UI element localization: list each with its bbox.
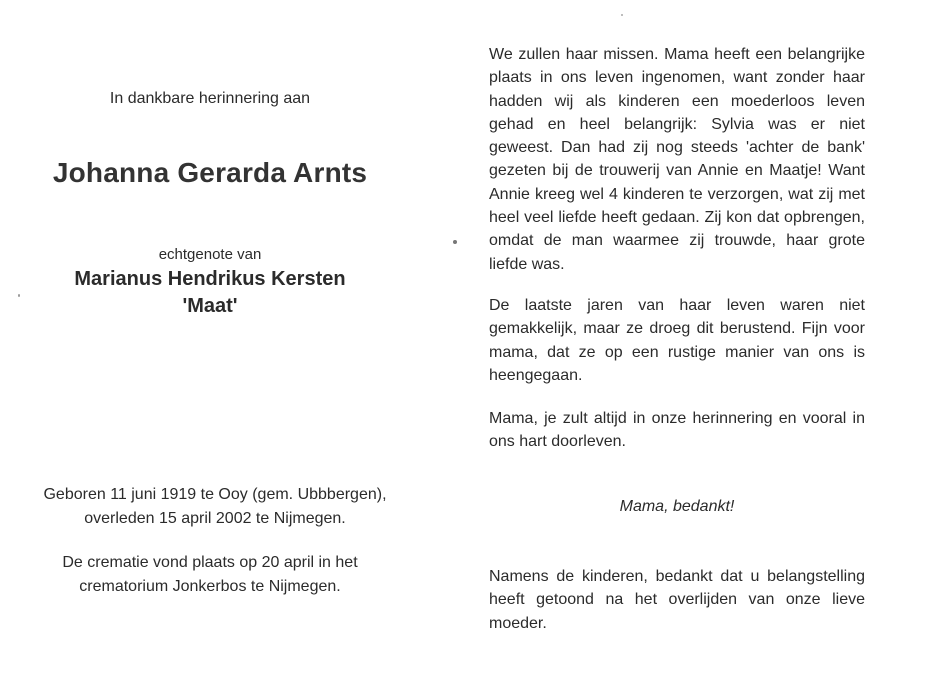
birth-line: Geboren 11 juni 1919 te Ooy (gem. Ubbbergen),: [43, 486, 387, 503]
paragraph-1: We zullen haar missen. Mama heeft een belangrijke plaats in ons leven ingenomen, want zonder haar hadden wij als kinderen een moederloos leven gehad en heel belangrijk: Sylvia was er niet geweest. Dan had zij nog steeds 'achter de bank' gezeten bij de trouwerij van Annie en Maatje! Want Annie kreeg wel 4 kinderen te verzorgen, wat zij met heel veel liefde heeft gedaan. Zij kon dat opbrengen, omdat de man waarmee zij trouwde, haar grote liefde was.: [489, 46, 865, 273]
spouse-label: echtgenote van: [158, 246, 262, 263]
left-panel: [0, 0, 430, 677]
paragraph-2: De laatste jaren van haar leven waren niet gemakkelijk, maar ze droeg dit berustend. Fijn voor mama, dat ze op een rustige manier van ons is heengegaan.: [489, 297, 865, 384]
death-line: overleden 15 april 2002 te Nijmegen.: [84, 510, 346, 527]
paragraph-4: Namens de kinderen, bedankt dat u belangstelling heeft getoond na het overlijden van onze lieve moeder.: [489, 568, 865, 632]
paragraph-3: Mama, je zult altijd in onze herinnering en vooral in ons hart doorleven.: [489, 410, 865, 451]
scan-speck: [453, 240, 457, 244]
birth-death-info: [0, 483, 430, 531]
cremation-info: [0, 551, 420, 599]
right-panel: [489, 0, 869, 677]
scan-speck: [18, 294, 20, 297]
intro-text: In dankbare herinnering aan: [109, 90, 311, 107]
thanks-text: Mama, bedankt!: [619, 498, 735, 515]
cremation-line-2: crematorium Jonkerbos te Nijmegen.: [79, 578, 341, 595]
spouse-name: Marianus Hendrikus Kersten: [74, 268, 346, 290]
cremation-line-1: De crematie vond plaats op 20 april in het: [62, 554, 358, 571]
scan-speck: [621, 14, 623, 16]
spouse-name-block: [0, 266, 420, 320]
deceased-name: Johanna Gerarda Arnts: [52, 157, 368, 188]
spouse-nickname: 'Maat': [182, 295, 238, 317]
